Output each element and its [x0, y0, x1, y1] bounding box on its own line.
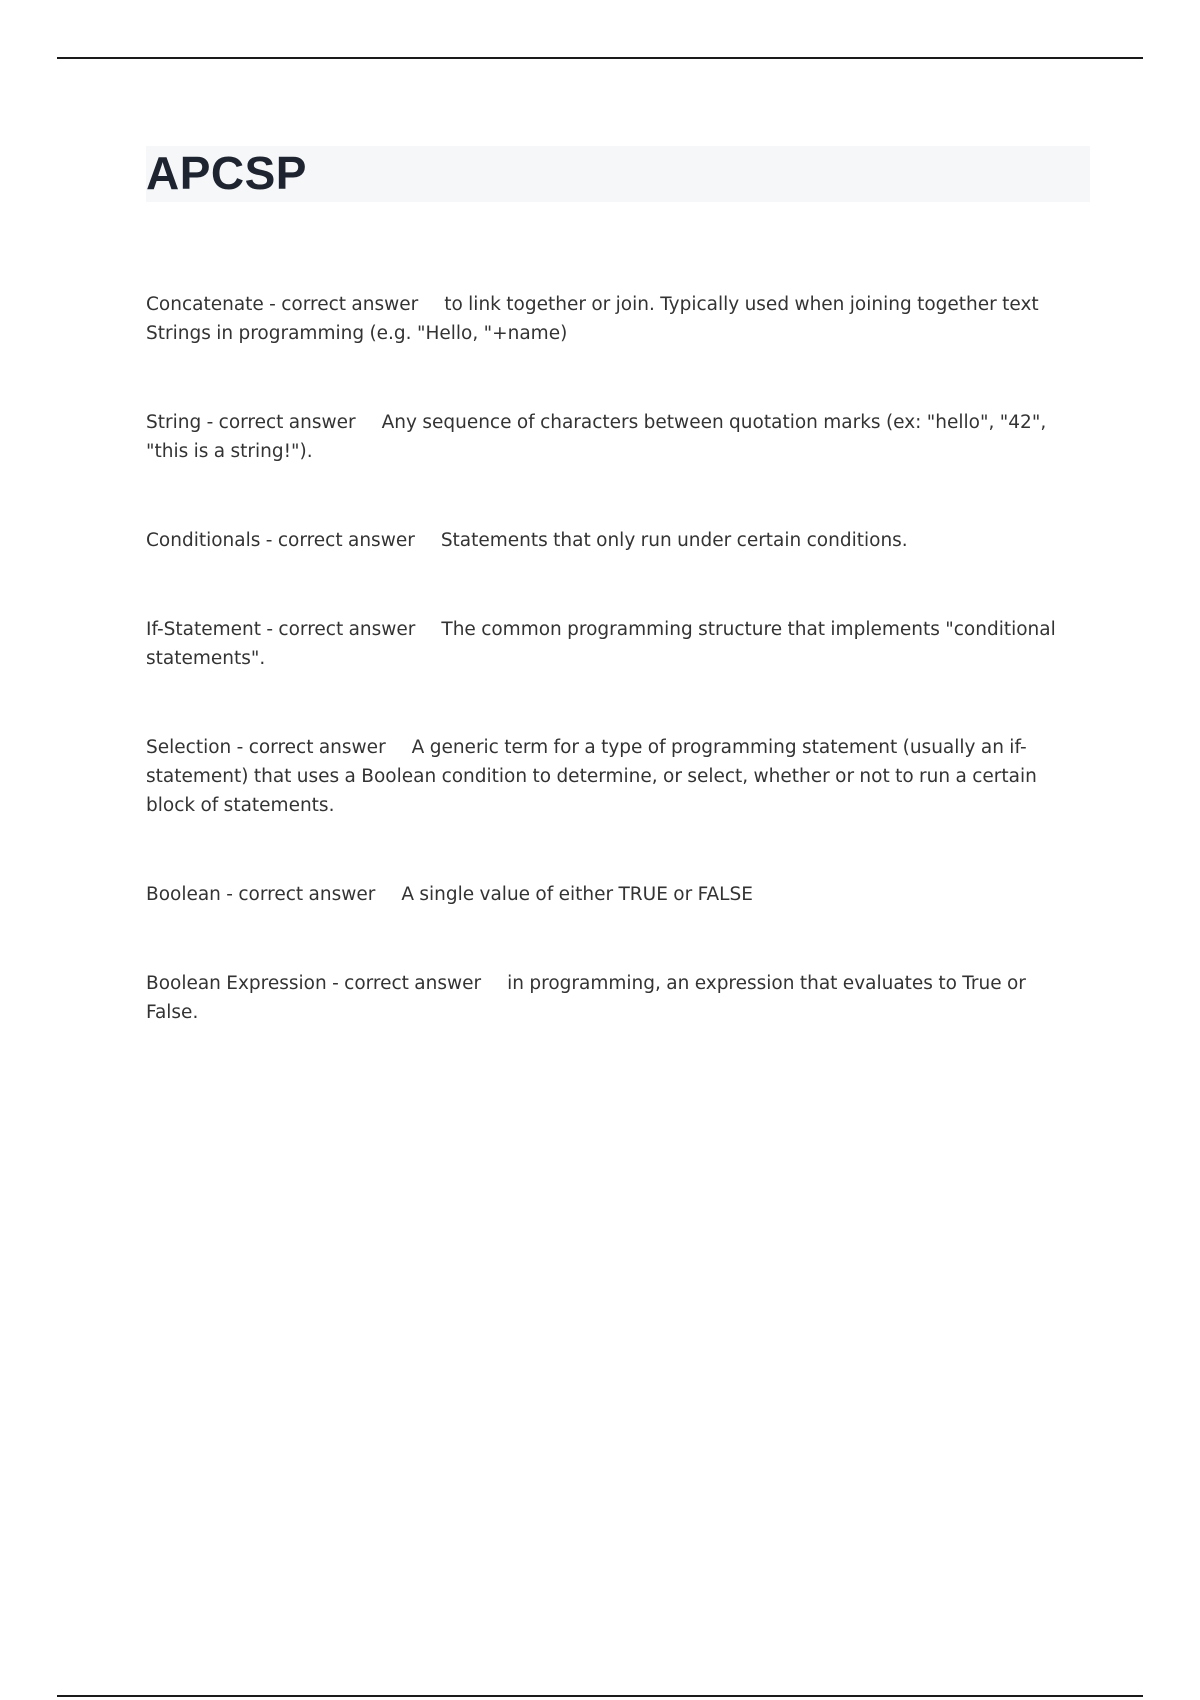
entry-concatenate: [146, 290, 1082, 348]
entry-definition: Statements that only run under certain conditions.: [440, 530, 908, 551]
entry-boolean: [146, 880, 1082, 909]
entry-term: Boolean - correct answer: [146, 884, 376, 905]
entry-definition: A generic term for a type of programming statement (usually an if-statement) that uses a Boolean condition to determine, or select, whether or not to run a certain block of statements.: [146, 737, 1037, 816]
entry-term: String - correct answer: [146, 412, 356, 433]
entry-definition: in programming, an expression that evaluates to True or False.: [146, 973, 1026, 1023]
entry-definition: A single value of either TRUE or FALSE: [401, 884, 753, 905]
top-rule: [57, 57, 1143, 59]
entry-selection: [146, 733, 1082, 820]
entry-term: If-Statement - correct answer: [146, 619, 416, 640]
entries-list: [146, 290, 1082, 1087]
entry-boolean-expression: [146, 969, 1082, 1027]
entry-if-statement: [146, 615, 1082, 673]
entry-term: Concatenate - correct answer: [146, 294, 419, 315]
entry-string: [146, 408, 1082, 466]
entry-term: Boolean Expression - correct answer: [146, 973, 482, 994]
entry-conditionals: [146, 526, 1082, 555]
entry-definition: Any sequence of characters between quotation marks (ex: "hello", "42", "this is a string!").: [146, 412, 1047, 462]
entry-definition: The common programming structure that implements "conditional statements".: [146, 619, 1056, 669]
entry-definition: to link together or join. Typically used when joining together text Strings in programming (e.g. "Hello, "+name): [146, 294, 1039, 344]
document-title: APCSP: [146, 147, 307, 199]
bottom-rule: [57, 1695, 1143, 1697]
entry-term: Conditionals - correct answer: [146, 530, 415, 551]
entry-term: Selection - correct answer: [146, 737, 386, 758]
